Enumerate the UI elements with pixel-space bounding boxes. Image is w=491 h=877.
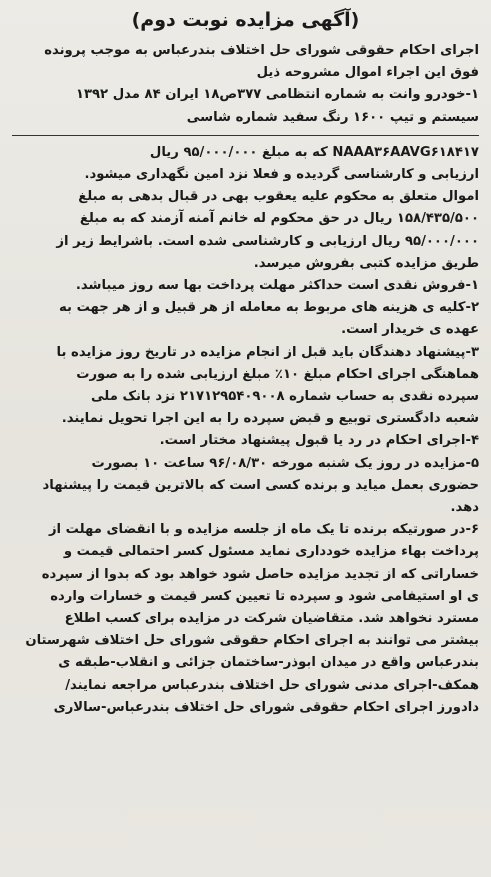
- body-line: همکف-اجرای مدنی شورای حل اختلاف بندرعباس مراجعه نمایند/: [65, 677, 479, 693]
- body-line: دهد.: [450, 500, 479, 516]
- body-line: سپرده نقدی به حساب شماره ۲۱۷۱۲۹۵۴۰۹۰۰۸ نزد بانک ملی: [90, 389, 479, 405]
- intro-line: ۱-خودرو وانت به شماره انتظامی ۳۷۷ص۱۸ ایران ۸۴ مدل ۱۳۹۲: [75, 87, 479, 103]
- body-line: مسترد نخواهد شد. متقاضیان شرکت در مزایده برای کسب اطلاع: [64, 611, 479, 627]
- body-line: ۶-در صورتیکه برنده تا یک ماه از جلسه مزایده و با انقضای مهلت از: [48, 522, 479, 538]
- body-line: شعبه دادگستری توبیع و قبض سپرده را به این اجرا تحویل نمایند.: [61, 411, 479, 427]
- intro-block: [12, 40, 479, 129]
- intro-line: فوق این اجراء اموال مشروحه ذیل: [256, 65, 479, 81]
- body-line: بندرعباس واقع در میدان ابوذر-ساختمان جزائی و انقلاب-طبقه ی: [58, 655, 479, 671]
- body-line: هماهنگی اجرای احکام مبلغ ۱۰٪ مبلغ ارزیابی شده را به صورت: [76, 366, 479, 382]
- body-line: دادورز اجرای احکام حقوقی شورای حل اختلاف بندرعباس-سالاری: [53, 699, 479, 715]
- notice-column: [12, 6, 479, 719]
- body-line: ی او استیفامی شود و سپرده تا تعیین کسر قیمت و خسارات وارده: [50, 588, 479, 604]
- body-line: عهده ی خریدار است.: [341, 322, 479, 338]
- body-line: ۹۵/۰۰۰/۰۰۰ ریال ارزیابی و کارشناسی شده است. باشرایط زیر از: [56, 233, 479, 249]
- body-line: NAAA۳۶AAVG۶۱۸۴۱۷ که به مبلغ ۹۵/۰۰۰/۰۰۰ ریال: [149, 144, 479, 160]
- body-line: ۲-کلیه ی هزینه های مربوط به معامله از هر قبیل و از هر جهت به: [59, 300, 479, 316]
- body-line: ۴-اجرای احکام در رد یا قبول پیشنهاد مختار است.: [159, 433, 479, 449]
- body-line: ۱-فروش نقدی است حداکثر مهلت پرداخت بها سه روز میباشد.: [75, 278, 479, 294]
- body-line: بیشتر می توانند به اجرای احکام حقوقی شورای حل اختلاف شهرستان: [25, 633, 479, 649]
- body-line: پرداخت بهاء مزایده خودداری نماید مسئول کسر احتمالی قیمت و: [63, 544, 479, 560]
- body-line: ارزیابی و کارشناسی گردیده و فعلا نزد امین نگهداری میشود.: [84, 167, 479, 183]
- divider-rule: [12, 135, 479, 136]
- notice-title: (آگهی مزایده نوبت دوم): [131, 9, 360, 31]
- intro-line: اجرای احکام حقوقی شورای حل اختلاف بندرعباس به موجب پرونده: [44, 43, 479, 58]
- body-line: خساراتی که از تجدید مزایده حاصل شود خواهد بود که بدوا از سپرده: [41, 566, 479, 582]
- body-line: ۱۵۸/۴۳۵/۵۰۰ ریال در حق محکوم له خانم آمنه آزمند که به مبلغ: [79, 211, 479, 227]
- intro-line: سیستم و تیپ ۱۶۰۰ رنگ سفید شماره شاسی: [186, 109, 479, 125]
- body-line: حضوری بعمل میاید و برنده کسی است که بالاترین قیمت را پیشنهاد: [42, 477, 479, 493]
- body-line: طریق مزایده کتبی بفروش میرسد.: [253, 255, 479, 271]
- body-block: [12, 142, 479, 719]
- body-line: ۵-مزایده در روز یک شنبه مورخه ۹۶/۰۸/۳۰ ساعت ۱۰ بصورت: [91, 455, 479, 471]
- body-line: اموال متعلق به محکوم علیه یعقوب بهی در قبال بدهی به مبلغ: [78, 189, 479, 205]
- body-line: ۳-پیشنهاد دهندگان باید قبل از انجام مزایده در تاریخ روز مزایده با: [56, 344, 479, 360]
